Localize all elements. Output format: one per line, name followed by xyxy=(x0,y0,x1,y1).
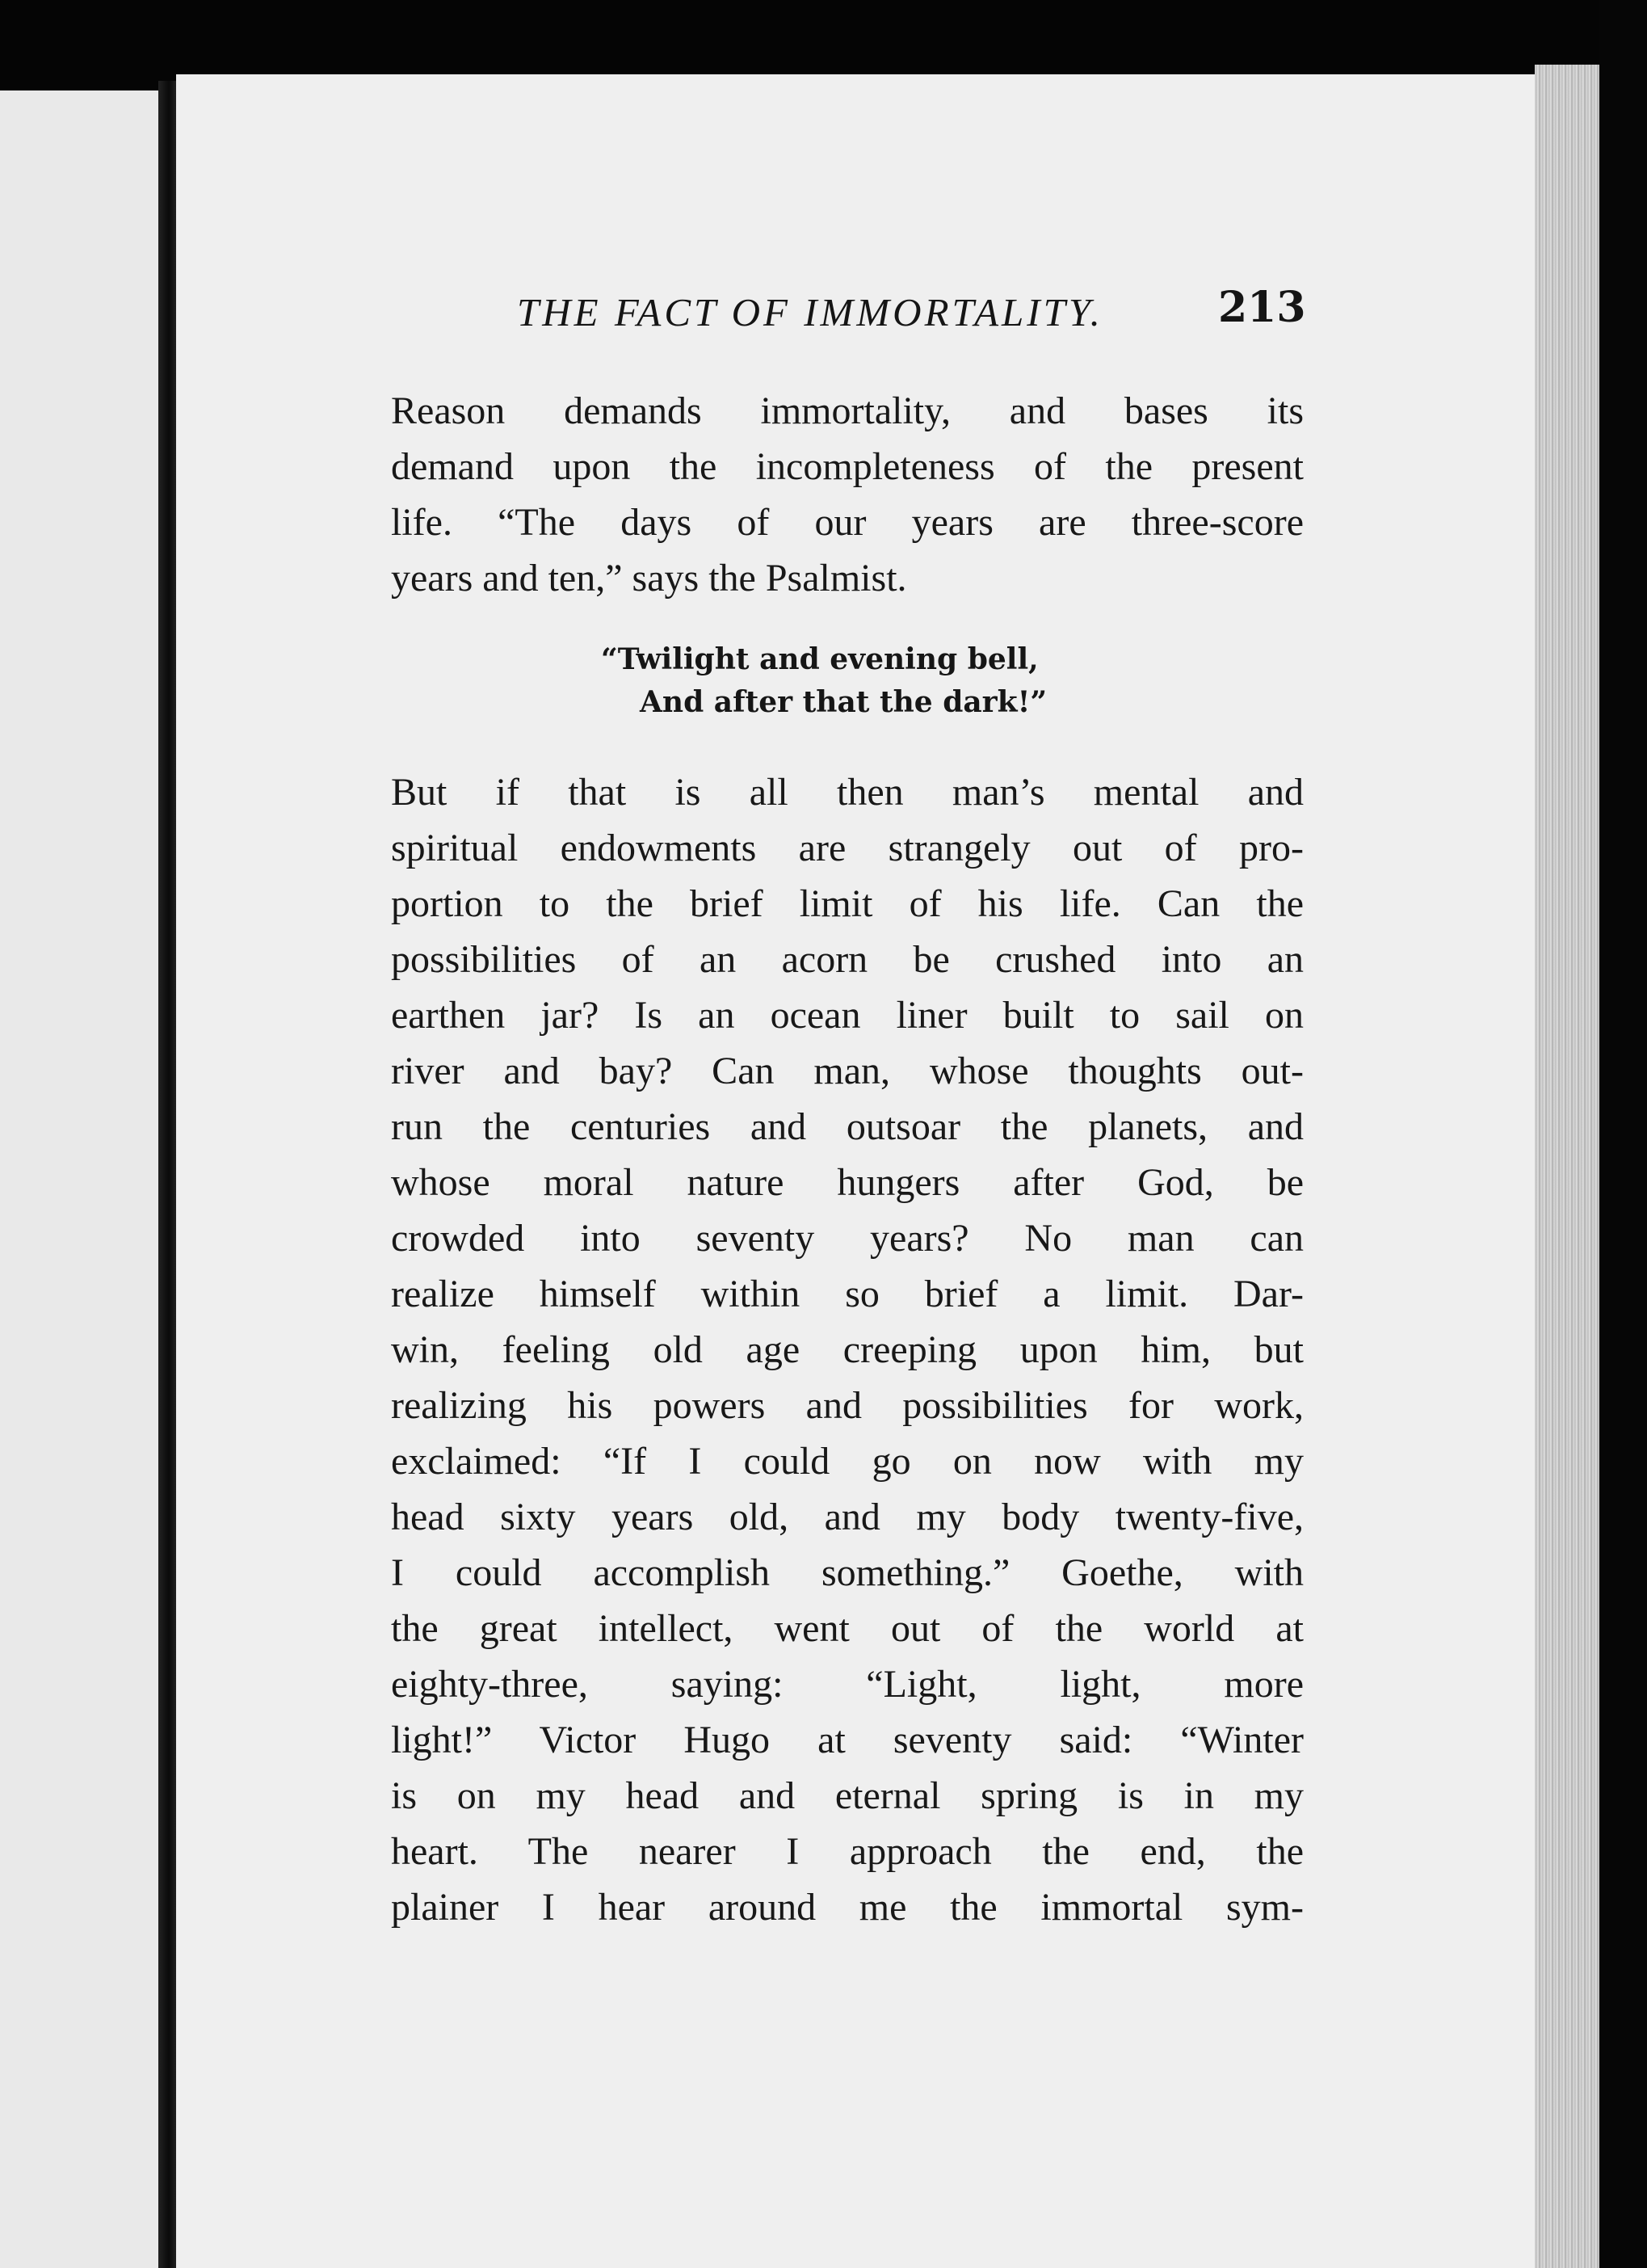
text-line: life. “The days of our years are three-score xyxy=(391,501,1304,544)
text-line: the great intellect, went out of the world at xyxy=(391,1607,1304,1650)
text-line: eighty-three, saying: “Light, light, more xyxy=(391,1663,1304,1706)
text-line: demand upon the incompleteness of the present xyxy=(391,445,1304,488)
text-line: I could accomplish something.” Goethe, with xyxy=(391,1551,1304,1594)
text-line: river and bay? Can man, whose thoughts out- xyxy=(391,1050,1304,1092)
page-stack-edges xyxy=(1535,65,1599,2268)
text-line: crowded into seventy years? No man can xyxy=(391,1217,1304,1260)
scan-background xyxy=(1599,0,1647,2268)
text-line: plainer I hear around me the immortal sym- xyxy=(391,1886,1304,1929)
text-line: head sixty years old, and my body twenty-five, xyxy=(391,1496,1304,1538)
text-line: exclaimed: “If I could go on now with my xyxy=(391,1440,1304,1483)
text-line: Reason demands immortality, and bases its xyxy=(391,389,1304,432)
text-line: win, feeling old age creeping upon him, but xyxy=(391,1328,1304,1371)
running-head: THE FACT OF IMMORTALITY. xyxy=(517,290,1103,335)
text-line: realizing his powers and possibilities for work, xyxy=(391,1384,1304,1427)
text-line: whose moral nature hungers after God, be xyxy=(391,1161,1304,1204)
text-line: heart. The nearer I approach the end, the xyxy=(391,1830,1304,1873)
text-line: But if that is all then man’s mental and xyxy=(391,771,1304,814)
verse-quote xyxy=(601,638,1047,724)
text-line: earthen jar? Is an ocean liner built to sail on xyxy=(391,994,1304,1037)
text-line: years and ten,” says the Psalmist. xyxy=(391,557,907,600)
paragraph-1 xyxy=(391,383,1304,606)
paragraph-2 xyxy=(391,764,1304,1935)
text-line: realize himself within so brief a limit. Dar- xyxy=(391,1273,1304,1315)
text-line: light!” Victor Hugo at seventy said: “Winter xyxy=(391,1719,1304,1761)
verse-line: And after that the dark!” xyxy=(640,685,1048,719)
text-line: is on my head and eternal spring is in my xyxy=(391,1774,1304,1817)
facing-page-edge xyxy=(0,90,162,2268)
text-line: portion to the brief limit of his life. Can the xyxy=(391,882,1304,925)
text-line: possibilities of an acorn be crushed into an xyxy=(391,938,1304,981)
verse-line: “Twilight and evening bell, xyxy=(601,642,1039,676)
page-number: 213 xyxy=(1218,283,1306,332)
text-line: spiritual endowments are strangely out of pro- xyxy=(391,827,1304,869)
text-line: run the centuries and outsoar the planets, and xyxy=(391,1105,1304,1148)
